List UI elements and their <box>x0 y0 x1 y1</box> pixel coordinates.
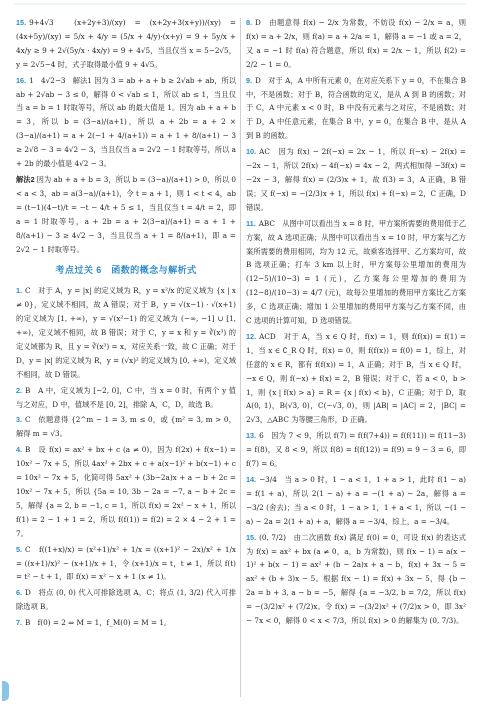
right-column <box>246 16 466 699</box>
answer-5 <box>16 543 236 585</box>
answer-text: B f(0) = 2 ⇒ M = 1，f_M(0) = M = 1。 <box>25 618 172 628</box>
answer-16 <box>16 74 236 171</box>
answer-text: B 设 f(x) = ax² + bx + c (a ≠ 0)，因为 f(2x) + f(x−1) = 10x² − 7x + 5，所以 4ax² + 2bx + c + a(x−1)² + b(x−1) + c = 10x² − 7x + 5，化简可得 5ax² + (3b−2a)x + a − b + 2c = 10x² − 7x + 5，所以 {5a = 10, 3b − 2a = −7, a − b + 2c = 5，解得 {a = 2, b = −1, c = 1，所以 f(x) = 2x² − x + 1，所以 f(1) = 2 − 1 + 1 = 2，所以 f(f(1)) = f(2) = 2 × 4 − 2 + 1 = 7。 <box>16 445 236 538</box>
answer-15 <box>16 16 236 72</box>
answer-text: (0, 7/2) 由二次函数 f(x) 满足 f(0) = 0，可设 f(x) 的表达式为 f(x) = ax² + bx (a ≠ 0，a，b 为常数)，则 f(x − 1) = a(x − 1)² + b(x − 1) = ax² + (b − 2a)x + a − b，f(x) + 3x − 5 = ax² + (b + 3)x − 5。根据 f(x − 1) = f(x) + 3x − 5，得 {b − 2a = b + 3, a − b = −5，解得 {a = −3/2, b = 7/2，所以 f(x) = −(3/2)x² + (7/2)x。令 f(x) = −(3/2)x² + (7/2)x > 0，即 3x² − 7x < 0，解得 0 < x < 7/3，所以 f(x) > 0 的解集为 (0, 7/3)。 <box>246 532 466 626</box>
answer-text: 9+4√3 (x+2y+3)/(xy) = (x+2y+3(x+y))/(xy) = (4x+5y)/(xy) = 5/x + 4/y = (5/x + 4/y)·(x+y) = 9 + 5y/x + 4x/y ≥ 9 + 2√(5y/x · 4x/y) = 9 + 4√5，当且仅当 x = 5−2√5，y = 2√5−4 时，式子取得最小值 9 + 4√5。 <box>16 18 236 69</box>
question-number: 8. <box>246 18 253 27</box>
answer-1 <box>16 284 236 381</box>
question-number: 4. <box>16 445 23 455</box>
question-number: 16. <box>16 75 27 85</box>
question-number: 11. <box>246 218 256 228</box>
question-number: 12. <box>246 331 257 341</box>
left-column <box>16 16 236 699</box>
answer-13 <box>246 429 466 471</box>
question-number: 3. <box>16 415 23 425</box>
answer-6 <box>16 586 236 614</box>
answer-3 <box>16 413 236 441</box>
question-number: 1. <box>16 286 23 296</box>
answer-text: B A 中，定义域为 [−2, 0]，C 中，当 x = 0 时，有两个 y 值与之对应，D 中，值域不是 [0, 2]，排除 A，C，D，故选 B。 <box>16 385 236 409</box>
section-title: 考点过关 6 函数的概念与解析式 <box>55 265 197 276</box>
answer-15-right <box>246 531 466 628</box>
question-number: 5. <box>16 544 23 554</box>
answer-text: ACD 对于 A，当 x ∈ Q 时，f(x) = 1，则 f(f(x)) = f(1) = 1，当 x ∈ ∁_R Q 时，f(x) = 0，则 f(f(x)) = f(0) = 1，综上，对任意的 x ∈ R，都有 f(f(x)) = 1，A 正确；对于 B，当 x ∈ Q 时，−x ∈ Q，则 f(−x) + f(x) = 2，B 错误；对于 C，若 a < 0，b > 1，则 {x | f(x) > a} = R = {x | f(x) < b}，C 正确；对于 D，取 A(0, 1)，B(√3, 0)，C(−√3, 0)，则 |AB| = |AC| = 2，|BC| = 2√3，△ABC 为等腰三角形，D 正确。 <box>246 331 466 425</box>
answer-text: C f((1+x)/x) = (x²+1)/x² + 1/x = ((x+1)² − 2x)/x² + 1/x = ((x+1)/x)² − (x+1)/x + 1，令 (x+1)/x = t，t ≠ 1，所以 f(t) = t² − t + 1，即 f(x) = x² − x + 1 (x ≠ 1)。 <box>16 544 236 582</box>
solution-label: 解法2 <box>16 174 35 184</box>
question-number: 15. <box>246 532 257 542</box>
answer-text: 1 4√2−3 解法1 因为 3 = ab + a + b ≥ 2√ab + ab，所以 ab + 2√ab − 3 ≤ 0，解得 0 < √ab ≤ 1，所以 ab ≤ 1，当且仅当 a = b = 1 时取等号，所以 ab 的最大值是 1。因为 ab + a + b = 3，所以 b = (3−a)/(a+1)，所以 a + 2b = a + 2 × (3−a)/(a+1) = a + 2(−1 + 4/(a+1)) = a + 1 + 8/(a+1) − 3 ≥ 2√8 − 3 = 4√2 − 3，当且仅当 a = 2√2 − 1 时取等号，所以 a + 2b 的最小值是 4√2 − 3。 <box>16 75 236 169</box>
question-number: 14. <box>246 475 257 484</box>
answer-10 <box>246 145 466 215</box>
answer-text: D 对于 A，A 中所有元素 0，在对应关系下 y = 0，不在集合 B 中，不是函数；对于 B，符合函数的定义，是从 A 到 B 的函数；对于 C，A 中元素 x < 0 时，B 中没有元素与之对应，不是函数；对于 D，A 中任意元素，在集合 B 中，y = 0，在集合 B 中，是从 A 到 B 的函数。 <box>246 75 466 141</box>
question-number: 6. <box>16 588 23 598</box>
answer-text: 6 因为 7 < 9，所以 f(7) = f(f(7+4)) = f(f(11)) = f(11−3) = f(8)，又 8 < 9，所以 f(8) = f(f(12)) = f(9) = 9 − 3 = 6，即 f(7) = 6。 <box>246 431 466 469</box>
column-divider <box>240 18 241 697</box>
answer-text: D 由题意得 f(x) − 2/x 为常数，不妨设 f(x) − 2/x = a，则 f(x) = a + 2/x，则 f(a) = a + 2/a = 1，解得 a = −1 或 a = 2，又 a = −1 时 f(a) 符合题意，所以 f(x) = 2/x − 1，所以 f(2) = 2/2 − 1 = 0。 <box>246 18 466 69</box>
answer-text: C 对于 A，y = |x| 的定义域为 R，y = x²/x 的定义域为 {x | x ≠ 0}，定义域不相同，故 A 错误；对于 B，y = √(x−1) · √(x+1) 的定义域为 [1, +∞)，y = √(x²−1) 的定义域为 (−∞, −1] ∪ [1, +∞)，定义域不相同，故 B 错误；对于 C，y = x 和 y = ∛(x³) 的定义域都为 R，且 y = ∛(x³) = x，对应关系一致，故 C 正确；对于 D，y = |x| 的定义域为 R，y = (√x)² 的定义域为 [0, +∞)，定义域不相同，故 D 错误。 <box>16 286 236 379</box>
answer-text: ABC 从图中可以看出当 x = 8 时，甲方案所需要的费用低于乙方案，故 A 选项正确；从图中可以看出当 x = 10 时，甲方案与乙方案所需要的费用相同，均为 12 元，故乘客选择甲、乙方案均可，故 B 选项正确；打车 3 km 以上时，甲方案每公里增加的费用为 (12−5)/(10−3) = 1 (元)，乙方案每公里增加的费用为 (12−8)/(10−3) = 4/7 (元)，故每公里增加的费用甲方案比乙方案多，C 选项正确；增加 1 公里增加的费用甲方案与乙方案不同，由 C 选项的计算可知，D 选项错误。 <box>246 218 466 326</box>
page-corner-tab <box>2 681 9 701</box>
answer-7 <box>16 616 236 630</box>
answer-11 <box>246 217 466 328</box>
answer-14 <box>246 473 466 529</box>
question-number: 10. <box>246 147 257 157</box>
question-number: 2. <box>16 385 23 395</box>
answer-16-method-2 <box>16 173 236 256</box>
answer-4 <box>16 443 236 540</box>
answer-8 <box>246 16 466 72</box>
question-number: 15. <box>16 18 27 27</box>
answer-text: C 依题意得 {2^m − 1 = 3, m ≤ 0，或 {m² = 3, m > 0，解得 m = √3。 <box>16 415 236 439</box>
question-number: 9. <box>246 75 253 85</box>
answer-9 <box>246 74 466 144</box>
answer-text: 因为 ab + a + b = 3，所以 b = (3−a)/(a+1) > 0，所以 0 < a < 3，ab = a(3−a)/(a+1)，令 t = a + 1，则 1 < t < 4，ab = (t−1)(4−t)/t = −t − 4/t + 5 ≤ 1，当且仅当 t = 4/t = 2，即 a = 1 时取等号，a + 2b = a + 2(3−a)/(a+1) = a + 1 + 8/(a+1) − 3 ≥ 4√2 − 3，当且仅当 a + 1 = 8/(a+1)，即 a = 2√2 − 1 时取等号。 <box>16 174 236 254</box>
answer-text: AC 因为 f(x) − 2f(−x) = 2x − 1，所以 f(−x) − 2f(x) = −2x − 1，所以 2f(x) − 4f(−x) = 4x − 2，两式相加得 −3f(x) = −2x − 3，解得 f(x) = (2/3)x + 1，故 f(3) = 3，A 正确，B 错误；又 f(−x) = −(2/3)x + 1，所以 f(x) + f(−x) = 2，C 正确，D 错误。 <box>246 147 466 212</box>
question-number: 13. <box>246 431 257 441</box>
page-top-strip <box>14 3 466 5</box>
answer-text: D 将点 (0, 0) 代入可排除选项 A，C；将点 (1, 3/2) 代入可排除选项 B。 <box>16 588 236 612</box>
answer-2 <box>16 384 236 412</box>
answer-text: −3/4 当 a > 0 时，1 − a < 1，1 + a > 1，此时 f(1 − a) = f(1 + a)，所以 2(1 − a) + a = −(1 + a) − 2a，解得 a = −3/2 (舍去)；当 a < 0 时，1 − a > 1，1 + a < 1，所以 −(1 − a) − 2a = 2(1 + a) + a，解得 a = −3/4，综上，a = −3/4。 <box>246 475 466 526</box>
answer-12 <box>246 330 466 427</box>
question-number: 7. <box>16 618 23 628</box>
